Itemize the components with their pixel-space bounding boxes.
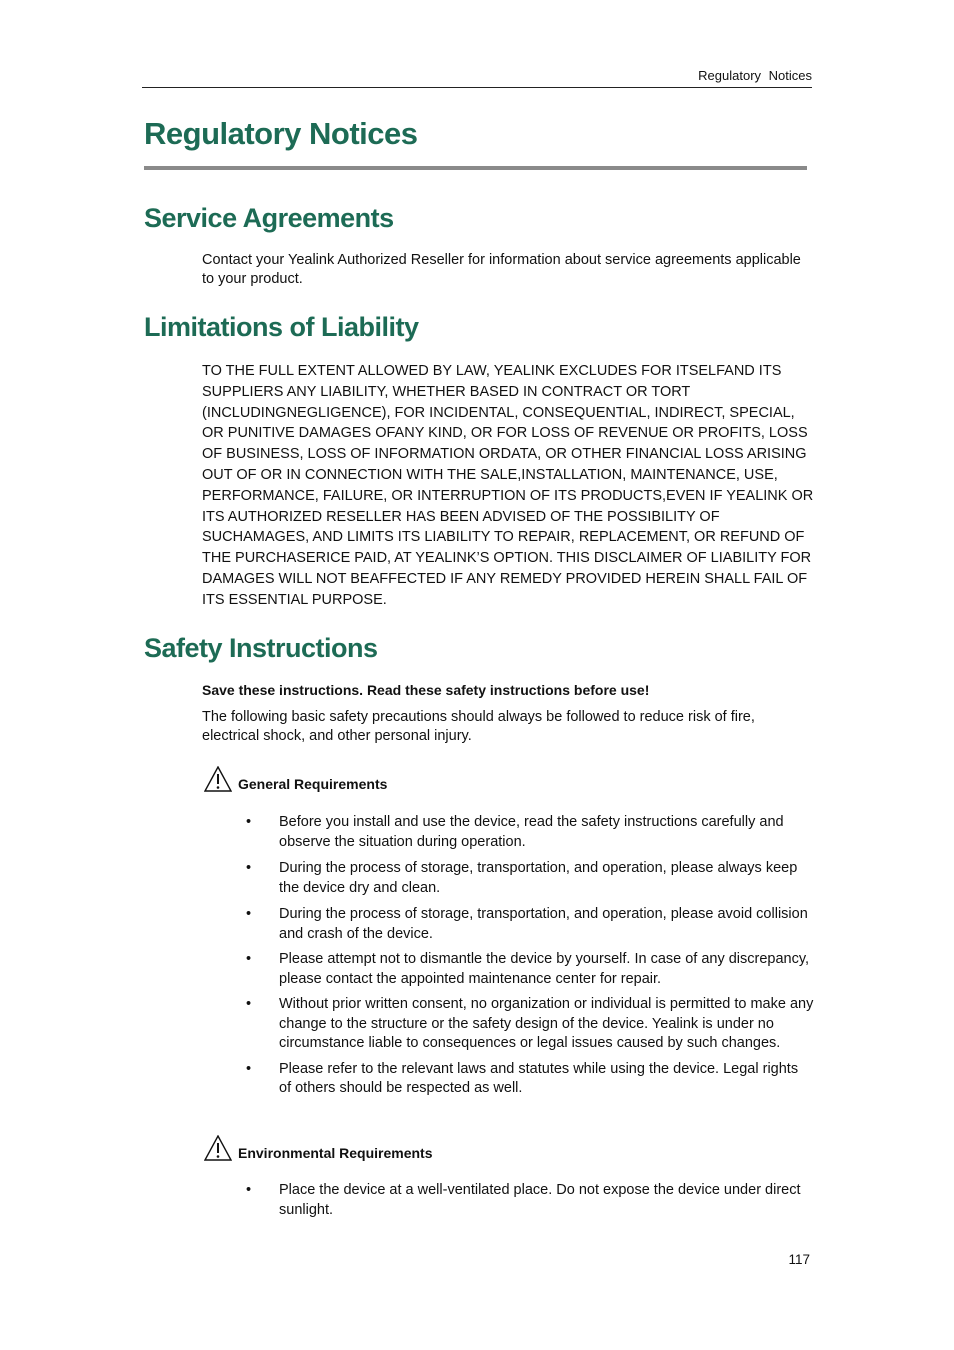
page-number: 117 xyxy=(788,1252,810,1267)
running-header: Regulatory Notices xyxy=(142,66,812,88)
bullet-icon: • xyxy=(246,906,252,922)
safety-heading: Safety Instructions xyxy=(144,633,378,663)
bullet-icon: • xyxy=(246,1182,252,1198)
general-requirements-header xyxy=(204,766,387,792)
warning-icon xyxy=(204,766,232,792)
environmental-requirements-heading: Environmental Requirements xyxy=(238,1145,433,1161)
title-divider xyxy=(144,166,807,170)
service-agreements-heading: Service Agreements xyxy=(144,203,394,233)
safety-bold-notice: Save these instructions. Read these safety instructions before use! xyxy=(202,682,650,698)
environmental-requirements-header xyxy=(204,1135,433,1161)
list-item: • During the process of storage, transportation, and operation, please always keep the device dry and clean. xyxy=(246,860,798,896)
bullet-icon: • xyxy=(246,860,252,876)
list-item: • During the process of storage, transportation, and operation, please avoid collision and crash of the device. xyxy=(246,906,808,942)
warning-icon xyxy=(204,1135,232,1161)
bullet-icon: • xyxy=(246,996,252,1012)
limitations-heading: Limitations of Liability xyxy=(144,312,419,342)
bullet-icon: • xyxy=(246,1060,252,1077)
environmental-requirements-list xyxy=(244,1181,814,1220)
safety-intro: The following basic safety precautions should always be followed to reduce risk of fire, electrical shock, and other personal injury. xyxy=(202,709,755,744)
list-item: • Please refer to the relevant laws and statutes while using the device. Legal rights of others should be respected as well. xyxy=(246,1060,799,1096)
general-requirements-heading: General Requirements xyxy=(238,776,388,792)
list-item: • Place the device at a well-ventilated place. Do not expose the device under direct sunlight. xyxy=(246,1182,801,1218)
limitations-text: TO THE FULL EXTENT ALLOWED BY LAW, YEALINK EXCLUDES FOR ITSELFAND ITS SUPPLIERS ANY LIABILITY, WHETHER BASED IN CONTRACT OR TORT (INCLUDINGNEGLIGENCE), FOR INCIDENTAL, CONSEQUENTIAL, INDIRECT, SPECIAL, OR PUNITIVE DAMAGES OFANY KIND, OR FOR LOSS OF REVENUE OR PROFITS, LOSS OF BUSINESS, LOSS OF INFORMATION ORDATA, OR OTHER FINANCIAL LOSS ARISING OUT OF OR IN CONNECTION WITH THE SALE,INSTALLATION, MAINTENANCE, USE, PERFORMANCE, FAILURE, OR INTERRUPTION OF ITS PRODUCTS,EVEN IF YEALINK OR ITS AUTHORIZED RESELLER HAS BEEN ADVISED OF THE POSSIBILITY OF SUCHAMAGES, AND LIMITS ITS LIABILITY TO REPAIR, REPLACEMENT, OR REFUND OF THE PURCHASERICE PAID, AT YEALINK’S OPTION. THIS DISCLAIMER OF LIABILITY FOR DAMAGES WILL NOT BEAFFECTED IF ANY REMEDY PROVIDED HEREIN SHALL FAIL OF ITS ESSENTIAL PURPOSE. xyxy=(202,363,814,608)
list-item: • Please attempt not to dismantle the device by yourself. In case of any discrepancy, please contact the appointed maintenance center for repair. xyxy=(246,951,810,987)
list-item: • Before you install and use the device, read the safety instructions carefully and observe the situation during operation. xyxy=(246,814,784,850)
page-title: Regulatory Notices xyxy=(144,116,418,151)
service-agreements-text: Contact your Yealink Authorized Reseller for information about service agreements applicable to your product. xyxy=(202,252,801,287)
list-item: • Without prior written consent, no organization or individual is permitted to make any change to the structure or the safety design of the device. Yealink is under no circumstance liable to consequences or legal issues caused by such changes. xyxy=(246,996,814,1051)
general-requirements-list xyxy=(244,813,814,1099)
bullet-icon: • xyxy=(246,814,252,830)
bullet-icon: • xyxy=(246,951,252,967)
